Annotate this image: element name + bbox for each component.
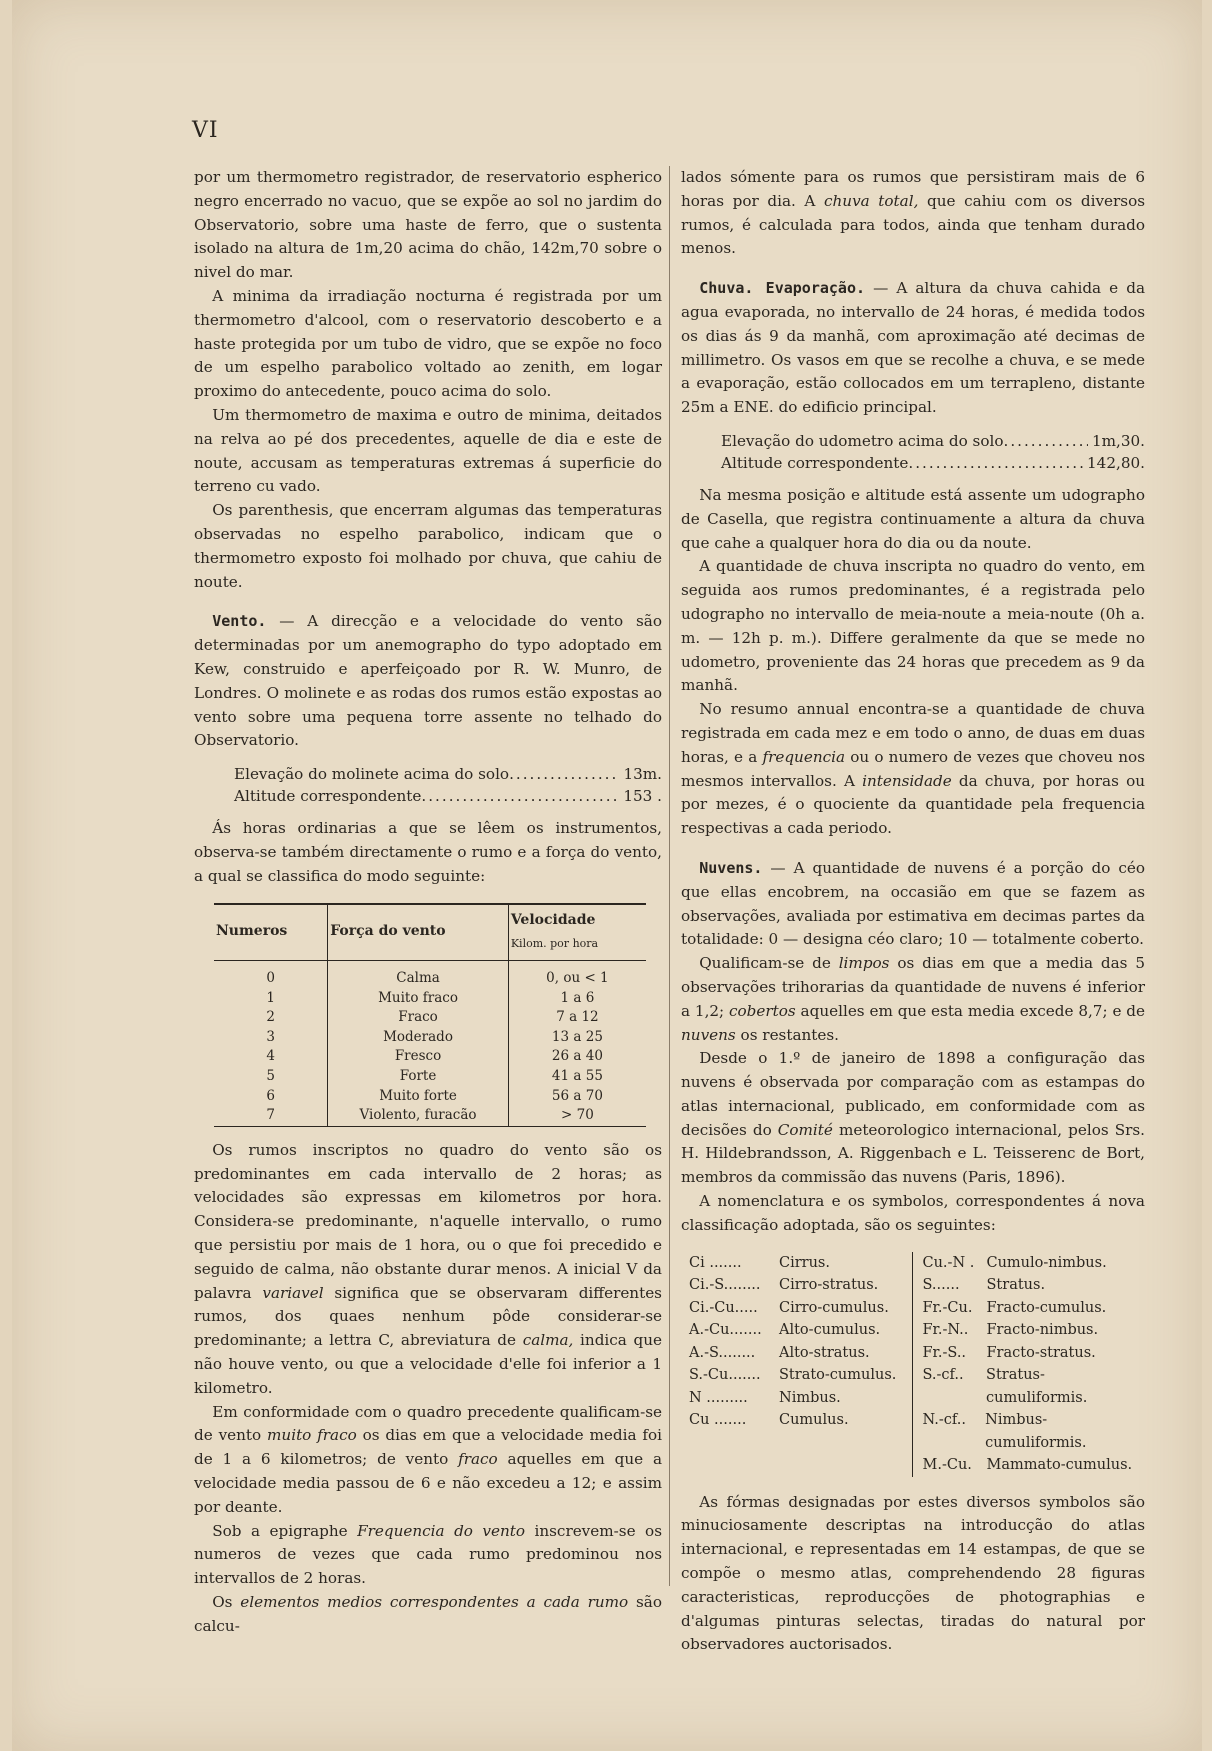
cloud-symbols-right xyxy=(912,1252,1146,1477)
measurement-list xyxy=(721,430,1145,474)
section-heading-nuvens: Nuvens. xyxy=(699,858,763,877)
measurement-row xyxy=(234,763,662,785)
table-row: 3 Moderado 13 a 25 xyxy=(214,1028,646,1048)
left-column xyxy=(194,166,662,1639)
measurement-row xyxy=(721,430,1145,452)
table-row: 1 Muito fraco 1 a 6 xyxy=(214,989,646,1009)
list-item: Fr.-N.. Fracto-nimbus. xyxy=(922,1322,1099,1339)
section-text: — A direcção e a velocidade do vento são determinadas por um anemographo do typo adoptado em Kew, construido e aperfeiçoado por R. W. Munro, de Londres. O molinete e as rodas dos rumos estão expostas ao vento sobre uma pequena torre assente no telhado do Observatorio. xyxy=(194,612,662,750)
section-text: — A quantidade de nuvens é a porção do céo que ellas encobrem, na occasião em que se fazem as observações, avaliada por estimativa em decimas partes da totalidade: 0 — designa céo claro; 10 — totalmente coberto. xyxy=(681,858,1145,949)
measurement-list xyxy=(234,763,662,807)
measurement-label: Elevação do udometro acima do solo xyxy=(721,431,1004,450)
column-header: Força do vento xyxy=(328,904,509,961)
paragraph: Desde o 1.º de janeiro de 1898 a configuração das nuvens é observada por comparação com as estampas do atlas internacional, publicado, em conformidade com as decisões do Comité meteorologico internacional, pelos Srs. H. Hildebrandsson, A. Riggenbach e L. Teisserenc de Bort, membros da commissão das nuvens (Paris, 1896). xyxy=(681,1049,1145,1187)
table-row: 2 Fraco 7 a 12 xyxy=(214,1008,646,1028)
measurement-label: Altitude correspondente xyxy=(234,787,422,806)
paragraph: Os parenthesis, que encerram algumas das temperaturas observadas no espelho parabolico, indicam que o thermometro exposto foi molhado por chuva, que cahiu de noute. xyxy=(194,501,662,591)
section-text: — A altura da chuva cahida e da agua evaporada, no intervallo de 24 horas, é medida todos os dias ás 9 da manhã, com aproximação até decimas de millimetro. Os vasos em que se recolhe a chuva, e se mede a evaporação, estão collocados em um terrapleno, distante 25m a ENE. do edificio principal. xyxy=(681,279,1146,417)
paragraph: por um thermometro registrador, de reservatorio espherico negro encerrado no vacuo, que se expõe ao sol no jardim do Observatorio, sobre uma haste de ferro, que o sustenta isolado na altura de 1m,20 acima do chão, 142m,70 sobre o nivel do mar. xyxy=(194,168,662,282)
cloud-symbols-list xyxy=(689,1252,1145,1477)
measurement-row xyxy=(721,452,1145,474)
list-item: Fr.-Cu. Fracto-cumulus. xyxy=(922,1299,1107,1316)
right-column xyxy=(681,166,1145,1657)
table-row: 6 Muito forte 56 a 70 xyxy=(214,1087,646,1107)
section-heading-chuva: Chuva. Evaporação. xyxy=(699,279,866,298)
section-heading-vento: Vento. xyxy=(212,612,267,631)
paragraph: A minima da irradiação nocturna é registrada por um thermometro d'alcool, com o reservatorio descoberto e a haste protegida por um tubo de vidro, que se expõe no foco de um espelho parabolico voltado ao zenith, em logar proximo do antecedente, pouco acima do solo. xyxy=(194,286,662,401)
nuvens-section xyxy=(681,857,1145,952)
list-item: Cu.-N . Cumulo-nimbus. xyxy=(922,1254,1107,1271)
measurement-value: 142,80. xyxy=(1087,453,1145,472)
column-header: Velocidade Kilom. por hora xyxy=(508,904,646,961)
list-item: N.-cf.. Nimbus-cumuliformis. xyxy=(922,1412,1087,1451)
paragraph: Em conformidade com o quadro precedente qualificam-se de vento muito fraco os dias em que a velocidade media foi de 1 a 6 kilometros; de vento fraco aquelles em que a velocidade media passou de 6 e não excedeu a 12; e assim por deante. xyxy=(194,1402,662,1516)
table-row: 4 Fresco 26 a 40 xyxy=(214,1047,646,1067)
list-item: A.-S........ Alto-stratus. xyxy=(689,1344,870,1361)
list-item: A.-Cu....... Alto-cumulus. xyxy=(689,1322,881,1339)
paragraph: Na mesma posição e altitude está assente um udographo de Casella, que registra continuamente a altura da chuva que cahe a qualquer hora do dia ou da noute. xyxy=(681,485,1145,552)
list-item: Ci ....... Cirrus. xyxy=(689,1254,830,1271)
list-item: S...... Stratus. xyxy=(922,1277,1046,1294)
list-item: Fr.-S.. Fracto-stratus. xyxy=(922,1344,1096,1361)
paragraph: Os elementos medios correspondentes a cada rumo são calcu- xyxy=(194,1593,662,1635)
measurement-label: Elevação do molinete acima do solo xyxy=(234,765,510,784)
table-row: 7 Violento, furacão > 70 xyxy=(214,1106,646,1126)
measurement-row xyxy=(234,785,662,807)
document-page xyxy=(12,0,1202,1751)
column-divider xyxy=(669,166,670,1586)
table-row: 5 Forte 41 a 55 xyxy=(214,1067,646,1087)
list-item: Cu ....... Cumulus. xyxy=(689,1412,849,1429)
paragraph: Ás horas ordinarias a que se lêem os instrumentos, observa-se também directamente o rumo e a força do vento, a qual se classifica do modo seguinte: xyxy=(194,819,662,885)
table-row: 0 Calma 0, ou < 1 xyxy=(214,961,646,989)
list-item: S.-Cu....... Strato-cumulus. xyxy=(689,1367,897,1384)
paragraph: A nomenclatura e os symbolos, correspondentes á nova classificação adoptada, são os seguintes: xyxy=(681,1192,1145,1234)
list-item: N ......... Nimbus. xyxy=(689,1389,841,1406)
measurement-value: 153 . xyxy=(623,787,662,806)
list-item: S.-cf.. Stratus-cumuliformis. xyxy=(922,1367,1088,1406)
paragraph: Um thermometro de maxima e outro de minima, deitados na relva ao pé dos precedentes, aquelle de dia e este de noute, accusam as temperaturas extremas á superficie do terreno cu vado. xyxy=(194,405,662,496)
measurement-value: 1m,30. xyxy=(1091,431,1145,450)
column-header: Numeros xyxy=(214,904,328,961)
page-number: VI xyxy=(192,118,219,143)
paragraph: A quantidade de chuva inscripta no quadro do vento, em seguida aos rumos predominantes, é a registrada pelo udographo no intervallo de meia-noute a meia-noute (0h a. m. — 12h p. m.). Differe geralmente da que se mede no udometro, proveniente das 24 horas que precedem as 9 da manhã. xyxy=(681,557,1145,695)
paragraph: Sob a epigraphe Frequencia do vento inscrevem-se os numeros de vezes que cada rumo predominou nos intervallos de 2 horas. xyxy=(194,1521,662,1588)
paragraph: lados sómente para os rumos que persistiram mais de 6 horas por dia. A chuva total, que cahiu com os diversos rumos, é calculada para todos, ainda que tenham durado menos. xyxy=(681,168,1146,258)
wind-force-table xyxy=(214,903,646,1127)
list-item: M.-Cu. Mammato-cumulus. xyxy=(922,1457,1133,1474)
vento-section xyxy=(194,610,662,753)
paragraph: No resumo annual encontra-se a quantidade de chuva registrada em cada mez e em todo o anno, de duas em duas horas, e a frequencia ou o numero de vezes que choveu nos mesmos intervallos. A intensidade da chuva, por horas ou por mezes, é o quociente da quantidade pela frequencia respectivas a cada periodo. xyxy=(681,700,1146,838)
cloud-symbols-left xyxy=(689,1252,912,1477)
list-item: Ci.-Cu..... Cirro-cumulus. xyxy=(689,1299,889,1316)
paragraph: Qualificam-se de limpos os dias em que a media das 5 observações trihorarias da quantidade de nuvens é inferior a 1,2; cobertos aquelles em que esta media excede 8,7; e de nuvens os restantes. xyxy=(681,954,1146,1044)
paragraph: As fórmas designadas por estes diversos symbolos são minuciosamente descriptas na introducção do atlas internacional, e representadas em 14 estampas, de que se compõe o mesmo atlas, comprehendendo 28 figuras caracteristicas, reproducções de photographias e d'algumas pinturas selectas, tiradas do natural por observadores auctorisados. xyxy=(681,1492,1145,1654)
list-item: Ci.-S........ Cirro-stratus. xyxy=(689,1277,879,1294)
measurement-value: 13m. xyxy=(623,765,662,784)
chuva-section xyxy=(681,277,1145,420)
measurement-label: Altitude correspondente xyxy=(721,453,909,472)
paragraph: Os rumos inscriptos no quadro do vento são os predominantes em cada intervallo de 2 horas; as velocidades são expressas em kilometros por hora. Considera-se predominante, n'aquelle intervallo, o rumo que persistiu por mais de 1 hora, ou o que foi precedido e seguido de calma, não obstante durar menos. A inicial V da palavra variavel significa que se observaram differentes rumos, dos quaes nenhum pôde considerar-se predominante; a lettra C, abreviatura de calma, indica que não houve vento, ou que a velocidade d'elle foi inferior a 1 kilometro. xyxy=(194,1140,662,1397)
